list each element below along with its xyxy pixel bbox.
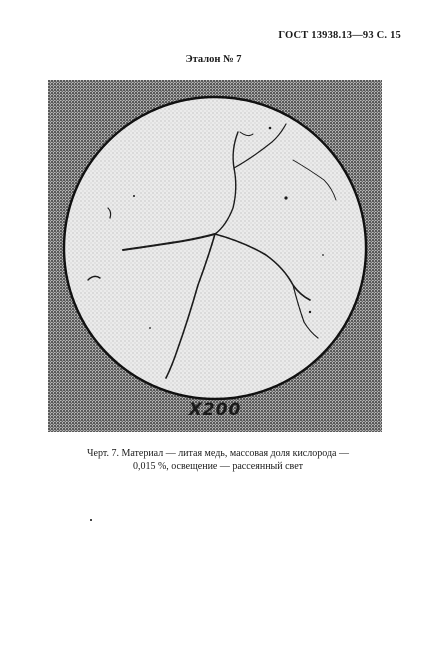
micrograph-image <box>48 80 382 432</box>
page-title: Эталон № 7 <box>185 54 242 65</box>
field-of-view <box>64 97 366 399</box>
page-header: ГОСТ 13938.13—93 С. 15 <box>278 30 401 41</box>
caption-line-1: Черт. 7. Материал — литая медь, массовая доля кислорода — <box>87 448 349 459</box>
figure-caption <box>70 447 366 473</box>
caption-line-2: 0,015 %, освещение — рассеянный свет <box>132 461 304 472</box>
micrograph-plate <box>48 80 382 432</box>
magnification-label: X200 <box>188 400 242 420</box>
stray-mark <box>90 519 92 521</box>
